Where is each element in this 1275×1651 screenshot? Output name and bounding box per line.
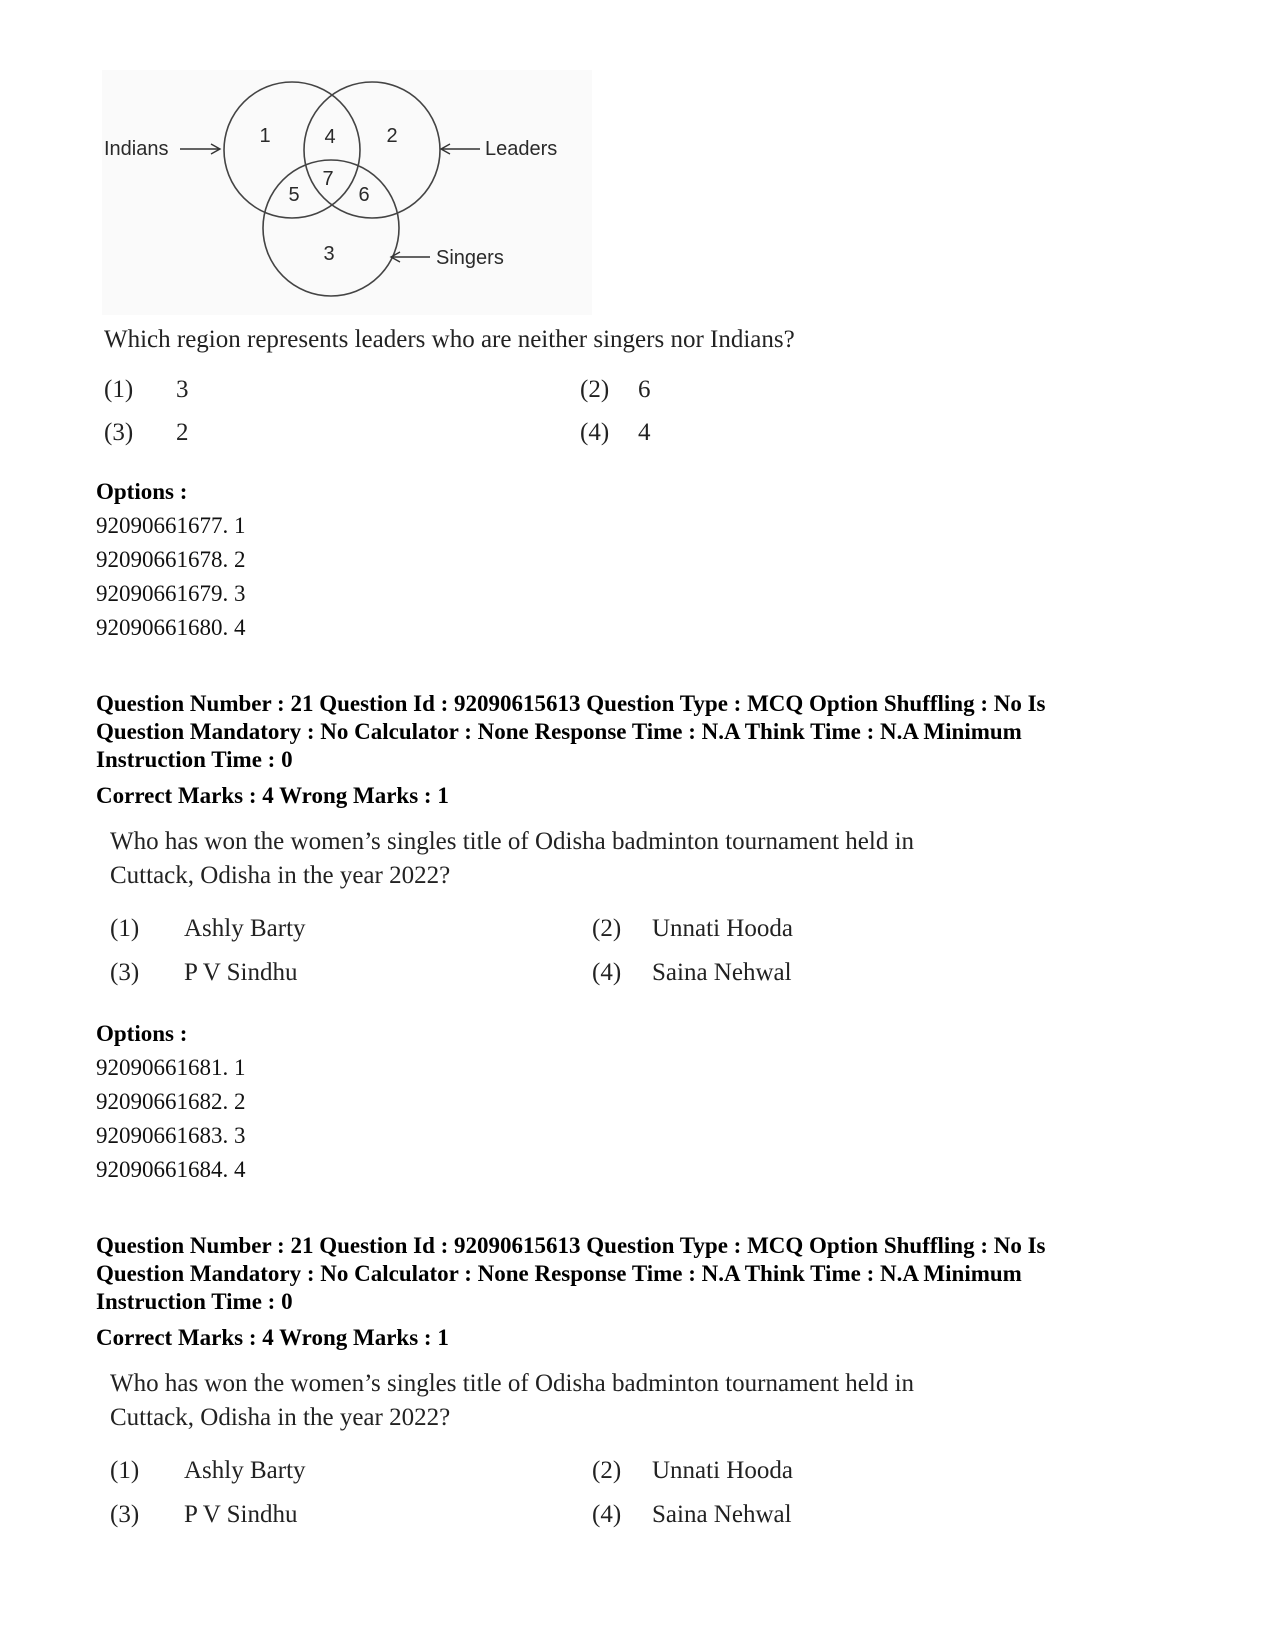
- option-id: 92090661679. 3: [96, 581, 246, 606]
- choice-value: Unnati Hooda: [652, 1457, 793, 1484]
- choice-value: P V Sindhu: [184, 959, 298, 986]
- label-leaders: Leaders: [485, 138, 558, 160]
- question-meta-line: Instruction Time : 0: [96, 747, 293, 772]
- choice-number: (2): [592, 1457, 622, 1484]
- label-indians: Indians: [104, 138, 169, 160]
- choice-value: 6: [638, 376, 651, 403]
- question-marks: Correct Marks : 4 Wrong Marks : 1: [96, 783, 449, 808]
- choice-number: (3): [110, 959, 140, 986]
- venn-diagram: [102, 70, 592, 315]
- options-list: [96, 1051, 246, 1187]
- option-id: 92090661678. 2: [96, 547, 246, 572]
- question-text-line: Cuttack, Odisha in the year 2022?: [110, 1404, 451, 1431]
- question-meta: [96, 690, 1096, 774]
- choice-number: (1): [110, 1457, 140, 1484]
- region-4: 4: [324, 126, 336, 148]
- question-text: Which region represents leaders who are neither singers nor Indians?: [104, 326, 795, 353]
- choice-number: (4): [580, 419, 610, 446]
- option-id: 92090661677. 1: [96, 513, 246, 538]
- choice-number: (1): [110, 915, 140, 942]
- choice-number: (2): [592, 915, 622, 942]
- question-meta-line: Instruction Time : 0: [96, 1289, 293, 1314]
- options-heading: Options :: [96, 479, 188, 504]
- choice-number: (4): [592, 959, 622, 986]
- option-id: 92090661684. 4: [96, 1157, 246, 1182]
- choice-value: Ashly Barty: [184, 915, 306, 942]
- question-text-line: Who has won the women’s singles title of Odisha badminton tournament held in: [110, 828, 915, 855]
- option-id: 92090661681. 1: [96, 1055, 246, 1080]
- question-text-line: Cuttack, Odisha in the year 2022?: [110, 862, 451, 889]
- question-marks: Correct Marks : 4 Wrong Marks : 1: [96, 1325, 449, 1350]
- choice-number: (4): [592, 1501, 622, 1528]
- options-heading: Options :: [96, 1021, 188, 1046]
- choice-value: 4: [638, 419, 651, 446]
- choice-number: (2): [580, 376, 610, 403]
- region-6: 6: [358, 184, 370, 206]
- choice-value: 3: [176, 376, 189, 403]
- choice-value: 2: [176, 419, 189, 446]
- question-text-line: Who has won the women’s singles title of Odisha badminton tournament held in: [110, 1370, 915, 1397]
- choice-value: Saina Nehwal: [652, 1501, 792, 1528]
- region-2: 2: [386, 125, 398, 147]
- label-singers: Singers: [436, 247, 504, 269]
- options-list: [96, 509, 246, 645]
- choice-value: Saina Nehwal: [652, 959, 792, 986]
- choice-value: P V Sindhu: [184, 1501, 298, 1528]
- question-meta-line: Question Number : 21 Question Id : 92090615613 Question Type : MCQ Option Shuffling : No Is: [96, 1233, 1046, 1258]
- region-7: 7: [322, 168, 334, 190]
- option-id: 92090661682. 2: [96, 1089, 246, 1114]
- option-id: 92090661680. 4: [96, 615, 246, 640]
- question-meta-line: Question Number : 21 Question Id : 92090615613 Question Type : MCQ Option Shuffling : No Is: [96, 691, 1046, 716]
- question-meta-line: Question Mandatory : No Calculator : None Response Time : N.A Think Time : N.A Minimum: [96, 1261, 1022, 1286]
- option-id: 92090661683. 3: [96, 1123, 246, 1148]
- choice-number: (1): [104, 376, 134, 403]
- question-meta-line: Question Mandatory : No Calculator : None Response Time : N.A Think Time : N.A Minimum: [96, 719, 1022, 744]
- circle-leaders: [304, 82, 440, 218]
- question-meta: [96, 1232, 1096, 1316]
- region-5: 5: [288, 184, 300, 206]
- region-3: 3: [323, 243, 335, 265]
- region-1: 1: [259, 125, 271, 147]
- choice-value: Unnati Hooda: [652, 915, 793, 942]
- choice-number: (3): [110, 1501, 140, 1528]
- choice-value: Ashly Barty: [184, 1457, 306, 1484]
- choice-number: (3): [104, 419, 134, 446]
